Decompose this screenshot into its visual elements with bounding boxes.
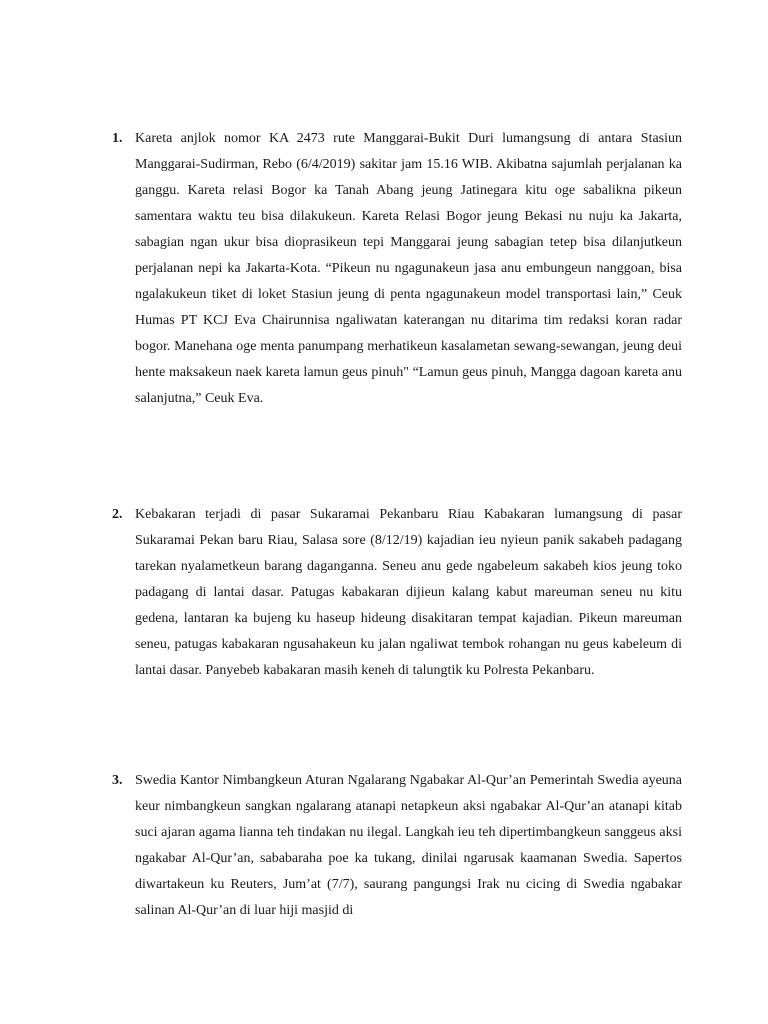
item-paragraph: Kebakaran terjadi di pasar Sukaramai Pekanbaru Riau Kabakaran lumangsung di pasar Sukaramai Pekan baru Riau, Salasa sore (8/12/19) kajadian ieu nyieun panik sakabeh padagang tarekan nyalametkeun barang daganganna. Seneu anu gede ngabeleum sakabeh kios jeung toko padagang di lantai dasar. Patugas kabakaran dijieun kalang kabut mareuman seneu nu kitu gedena, lantaran ka bujeng ku haseup hideung disakitaran tempat kajadian. Pikeun mareuman seneu, patugas kabakaran ngusahakeun ku jalan ngaliwat tembok rohangan nu geus kabeleum di lantai dasar. Panyebeb kabakaran masih keneh di talungtik ku Polresta Pekanbaru. [135,507,682,678]
item-number: 1. [112,131,123,146]
item-number: 2. [112,507,123,522]
item-paragraph: Kareta anjlok nomor KA 2473 rute Manggarai-Bukit Duri lumangsung di antara Stasiun Manggarai-Sudirman, Rebo (6/4/2019) sakitar jam 15.16 WIB. Akibatna sajumlah perjalanan ka ganggu. Kareta relasi Bogor ka Tanah Abang jeung Jatinegara kitu oge sabalikna pikeun samentara waktu teu bisa dilakukeun. Kareta Relasi Bogor jeung Bekasi nu nuju ka Jakarta, sabagian ngan ukur bisa dioprasikeun tepi Manggarai jeung sabagian tetep bisa dilanjutkeun perjalanan nepi ka Jakarta-Kota. “Pikeun nu ngagunakeun jasa anu embungeun nanggoan, bisa ngalakukeun tiket di loket Stasiun jeung di penta ngagunakeun model transportasi lain,” Ceuk Humas PT KCJ Eva Chairunnisa ngaliwatan katerangan nu ditarima tim redaksi koran radar bogor. Manehana oge menta panumpang merhatikeun kasalametan sewang-sewangan, jeung deui hente maksakeun naek kareta lamun geus pinuh" “Lamun geus pinuh, Mangga dagoan kareta anu salanjutna,” Ceuk Eva. [135,131,682,406]
list-item [112,502,682,684]
item-paragraph: Swedia Kantor Nimbangkeun Aturan Ngalarang Ngabakar Al-Qur’an Pemerintah Swedia ayeuna keur nimbangkeun sangkan ngalarang atanapi netapkeun aksi ngabakar Al-Qur’an atanapi kitab suci ajaran agama lianna teh tindakan nu ilegal. Langkah ieu teh dipertimbangkeun sanggeus aksi ngakabar Al-Qur’an, sababaraha poe ka tukang, dinilai ngarusak kaamanan Swedia. Sapertos diwartakeun ku Reuters, Jum’at (7/7), saurang pangungsi Irak nu cicing di Swedia ngabakar salinan Al-Qur’an di luar hiji masjid di [135,773,682,918]
item-number: 3. [112,773,123,788]
list-item [112,126,682,412]
list-item [112,768,682,924]
